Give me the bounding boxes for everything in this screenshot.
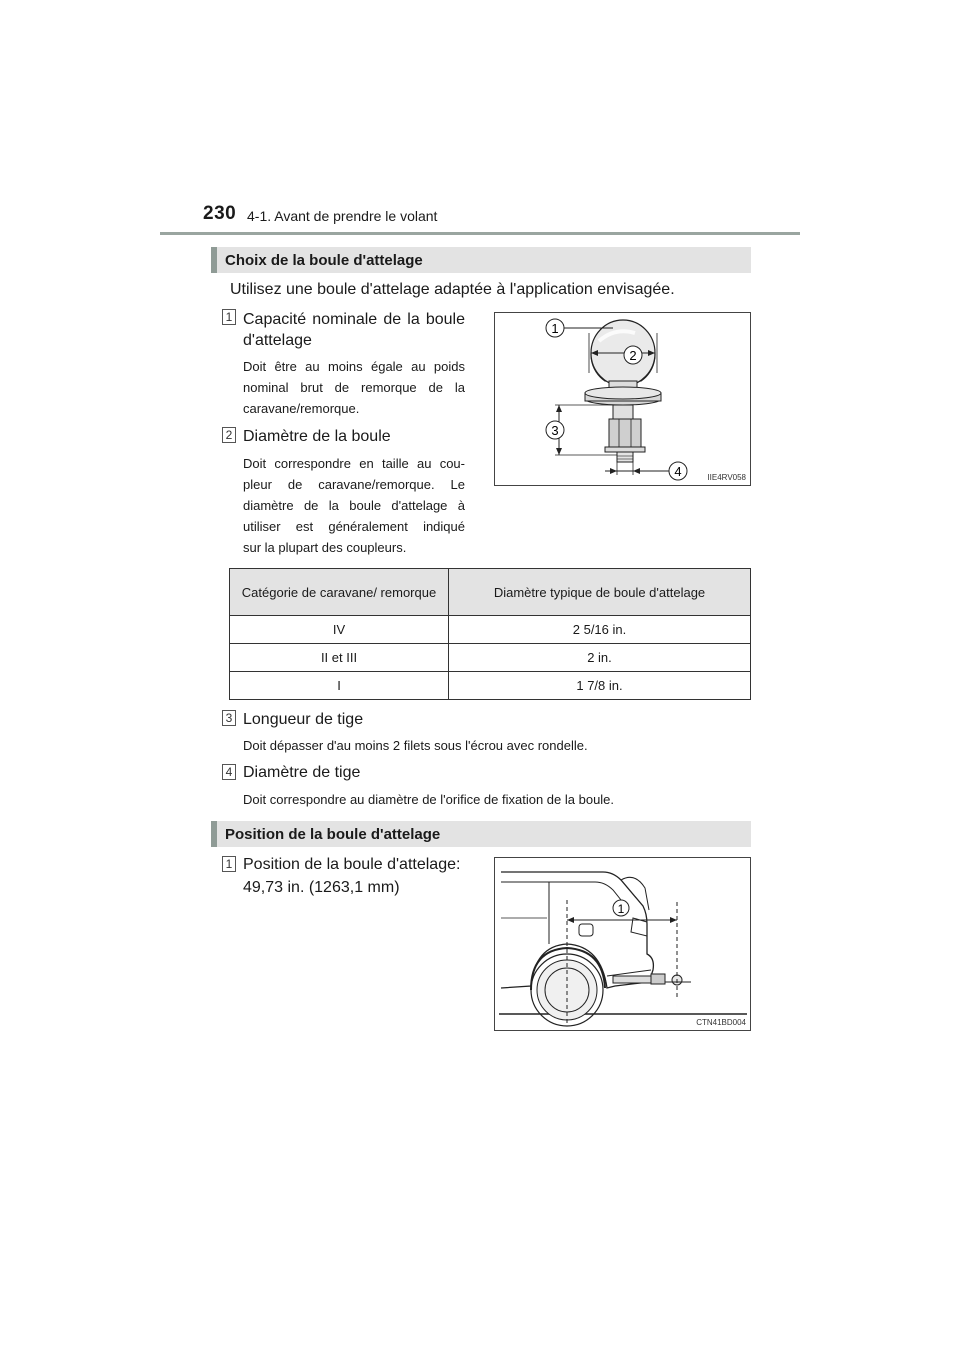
section-heading-ball-choice <box>211 247 751 273</box>
hitch-ball-figure <box>494 312 751 486</box>
table-cell-category: IV <box>230 616 449 644</box>
chapter-title: 4-1. Avant de prendre le volant <box>247 208 438 224</box>
table-row <box>230 616 751 644</box>
section-heading-text: Choix de la boule d'attelage <box>225 252 423 269</box>
table-row <box>230 672 751 700</box>
item-title-1: Capacité nominale de la boule d'attelage <box>243 311 465 349</box>
figure-code: IIE4RV058 <box>707 473 746 482</box>
hitch-ball-illustration <box>495 313 750 485</box>
figure-code: CTN41BD004 <box>696 1018 746 1027</box>
page-number: 230 <box>203 203 237 224</box>
table-cell-diameter: 2 5/16 in. <box>449 616 751 644</box>
table-header-category: Catégorie de caravane/ remorque <box>230 569 449 616</box>
item-title-3: Longueur de tige <box>243 711 364 728</box>
table-cell-category: I <box>230 672 449 700</box>
figure-label-1: 1 <box>617 902 625 916</box>
table-cell-category: II et III <box>230 644 449 672</box>
item-number-3: 3 <box>222 710 236 726</box>
ball-diameter-table <box>229 568 751 700</box>
section-heading-ball-position <box>211 821 751 847</box>
position-text: Position de la boule d'attelage: 49,73 in. (1263,1 mm) <box>243 856 461 896</box>
item-desc-1: Doit être au moins égale au poids nominal brut de remorque de la caravane/remorque. <box>243 359 465 416</box>
item-number-position: 1 <box>222 856 236 872</box>
figure-label-3: 3 <box>551 423 559 438</box>
item-number-2: 2 <box>222 427 236 443</box>
table-row <box>230 644 751 672</box>
table-header-diameter: Diamètre typique de boule d'attelage <box>449 569 751 616</box>
figure-label-1: 1 <box>551 321 559 336</box>
table-cell-diameter: 1 7/8 in. <box>449 672 751 700</box>
item-desc-3: Doit dépasser d'au moins 2 filets sous l'écrou avec rondelle. <box>243 738 588 753</box>
item-title-4: Diamètre de tige <box>243 764 361 781</box>
vehicle-rear-illustration <box>495 858 750 1030</box>
item-number-4: 4 <box>222 764 236 780</box>
section-heading-text: Position de la boule d'attelage <box>225 826 441 843</box>
item-number-1: 1 <box>222 309 236 325</box>
header-divider <box>160 232 800 235</box>
table-header-row <box>230 569 751 616</box>
item-desc-4: Doit correspondre au diamètre de l'orifice de fixation de la boule. <box>243 792 615 807</box>
intro-text: Utilisez une boule d'attelage adaptée à l'application envisagée. <box>230 281 675 298</box>
figure-label-4: 4 <box>674 464 682 479</box>
vehicle-rear-figure <box>494 857 751 1031</box>
table-cell-diameter: 2 in. <box>449 644 751 672</box>
figure-label-2: 2 <box>629 348 637 363</box>
item-desc-2: Doit correspondre en taille au cou- pleur de caravane/remorque. Le diamètre de la boule d'attelage à utiliser est généralement indiqué sur la plupart des coupleurs. <box>243 456 465 555</box>
item-title-2: Diamètre de la boule <box>243 428 391 445</box>
